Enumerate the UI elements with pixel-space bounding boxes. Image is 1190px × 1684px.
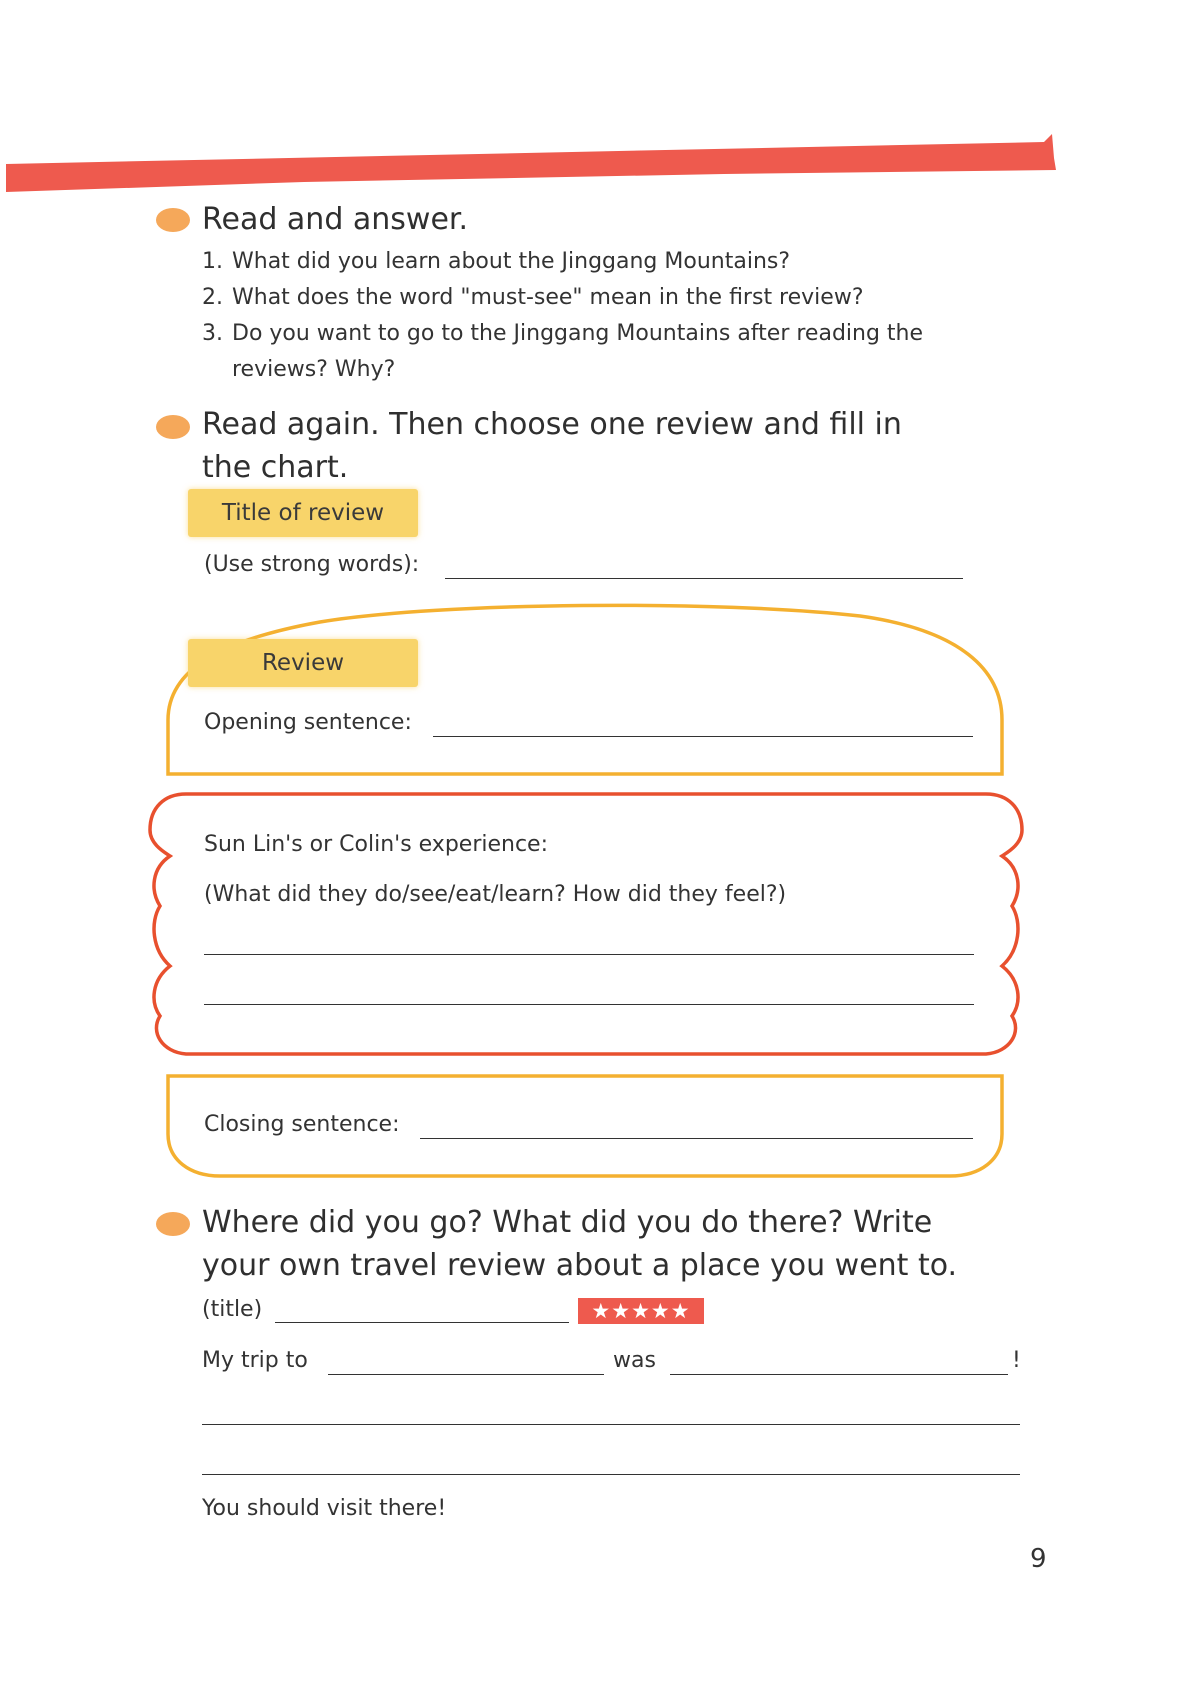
star-rating-icon: ★★★★★ (578, 1298, 704, 1324)
experience-answer-line-1[interactable] (204, 954, 974, 955)
strong-words-answer-line[interactable] (445, 578, 963, 579)
question-number: 1. (202, 249, 223, 274)
review-answer-line-1[interactable] (202, 1424, 1020, 1425)
page-number: 9 (1030, 1544, 1047, 1574)
bun-top-outline (160, 600, 1010, 780)
experience-answer-line-2[interactable] (204, 1004, 974, 1005)
filling-outline (146, 790, 1026, 1060)
section-title-read-answer: Read and answer. (202, 202, 469, 237)
bullet-dot-icon (156, 208, 190, 232)
title-of-review-tab: Title of review (188, 489, 418, 537)
closing-text: You should visit there! (202, 1496, 447, 1521)
question-text: What does the word "must-see" mean in the first review? (232, 285, 864, 310)
trip-label: My trip to (202, 1348, 308, 1373)
section-title-read-again-2: the chart. (202, 450, 349, 485)
question-2 (202, 280, 1032, 316)
title-label: (title) (202, 1297, 263, 1322)
trip-feeling-answer-line[interactable] (670, 1374, 1008, 1375)
red-header-band (4, 130, 1056, 192)
review-tab: Review (188, 639, 418, 687)
experience-prompt: (What did they do/see/eat/learn? How did they feel?) (204, 882, 787, 907)
exclamation-mark: ! (1012, 1348, 1021, 1373)
question-3 (202, 316, 1042, 352)
question-number: 3. (202, 321, 223, 346)
bullet-dot-icon (156, 415, 190, 439)
trip-place-answer-line[interactable] (328, 1374, 604, 1375)
title-answer-line[interactable] (275, 1322, 569, 1323)
experience-label: Sun Lin's or Colin's experience: (204, 832, 548, 857)
section-title-where-1: Where did you go? What did you do there? Write (202, 1205, 933, 1240)
question-text: What did you learn about the Jinggang Mountains? (232, 249, 791, 274)
question-text: Do you want to go to the Jinggang Mountains after reading the (232, 321, 924, 346)
question-number: 2. (202, 285, 223, 310)
question-3-continued: reviews? Why? (232, 357, 396, 382)
strong-words-label: (Use strong words): (204, 552, 420, 577)
was-label: was (613, 1348, 656, 1373)
closing-sentence-answer-line[interactable] (420, 1138, 973, 1139)
closing-sentence-label: Closing sentence: (204, 1112, 400, 1137)
opening-sentence-answer-line[interactable] (433, 736, 973, 737)
review-answer-line-2[interactable] (202, 1474, 1020, 1475)
opening-sentence-label: Opening sentence: (204, 710, 412, 735)
section-title-where-2: your own travel review about a place you went to. (202, 1248, 958, 1283)
section-title-read-again-1: Read again. Then choose one review and fill in (202, 407, 902, 442)
question-1 (202, 244, 1032, 280)
bullet-dot-icon (156, 1212, 190, 1236)
